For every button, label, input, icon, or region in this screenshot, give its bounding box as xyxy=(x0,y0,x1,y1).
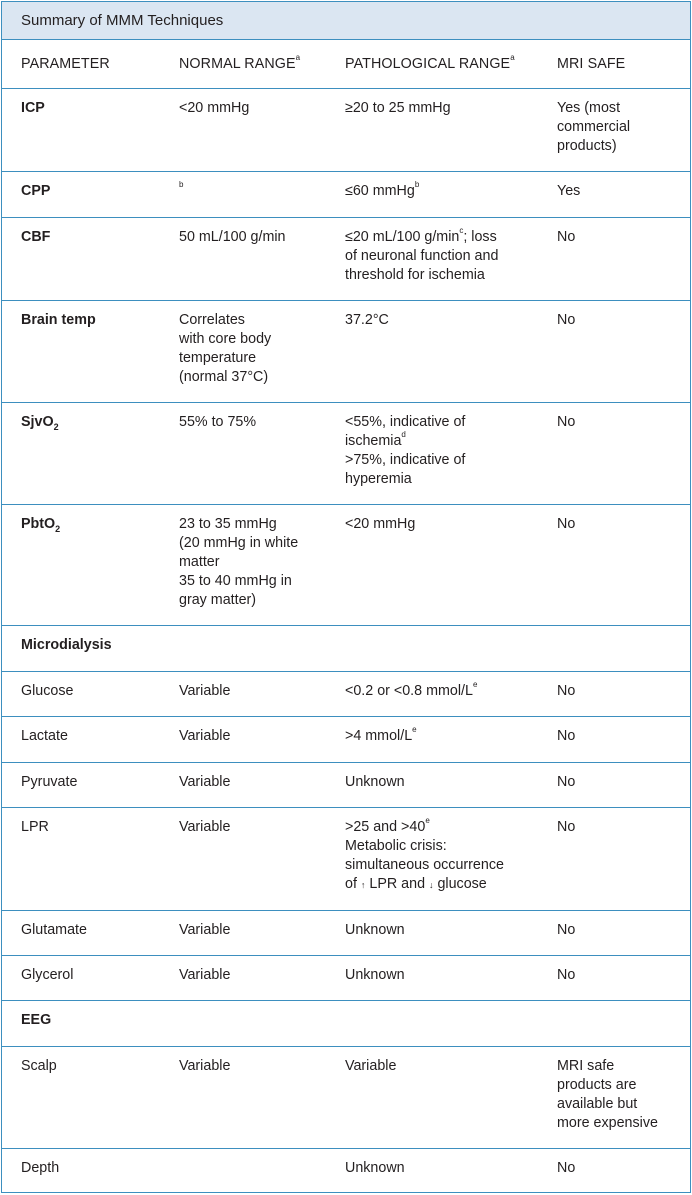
cell-normal-range: Variable xyxy=(179,728,231,744)
cell-mri-safe: No xyxy=(557,683,576,699)
cell-pathological-range: >4 mmol/Le xyxy=(345,725,417,744)
cell-mri-safe: No xyxy=(557,967,576,983)
cell-normal-range: 23 to 35 mmHg (20 mmHg in white matter 35 to 40 mmHg in gray matter) xyxy=(179,516,299,608)
cell-normal-range: 55% to 75% xyxy=(179,414,257,430)
section-title: Microdialysis xyxy=(21,637,112,653)
table-row-pyruvate xyxy=(2,763,690,808)
cell-normal-range: Variable xyxy=(179,1058,231,1074)
cell-parameter: CBF xyxy=(21,229,51,245)
cell-pathological-range: Variable xyxy=(345,1058,397,1074)
cell-parameter: Brain temp xyxy=(21,312,96,328)
cell-mri-safe: No xyxy=(557,922,576,938)
table-row-cpp xyxy=(2,172,690,218)
footnote-marker: a xyxy=(295,53,301,62)
cell-mri-safe: MRI safe products are available but more expensive xyxy=(557,1058,658,1131)
table-row-glutamate xyxy=(2,911,690,956)
arrow-up-icon: ↑ xyxy=(360,880,366,890)
cell-mri-safe: No xyxy=(557,819,576,835)
cell-normal-range: Correlates with core body temperature (normal 37°C) xyxy=(179,312,272,385)
section-row-microdialysis xyxy=(2,626,690,672)
cell-mri-safe: No xyxy=(557,774,576,790)
cell-parameter: LPR xyxy=(21,819,49,835)
table-row-glucose xyxy=(2,672,690,717)
cell-pathological-range: <20 mmHg xyxy=(345,516,416,532)
cell-parameter: CPP xyxy=(21,183,51,199)
footnote-marker: b xyxy=(179,180,184,189)
header-normal-range: NORMAL RANGE$^a$ xyxy=(179,53,301,72)
header-pathological-range: PATHOLOGICAL RANGE$^a$ xyxy=(345,53,515,72)
table-row-sjvo2 xyxy=(2,403,690,505)
cell-parameter: Pyruvate xyxy=(21,774,78,790)
cell-pathological-range: Unknown xyxy=(345,1160,405,1176)
footnote-marker: b xyxy=(414,180,420,189)
cell-normal-range: <20 mmHg xyxy=(179,100,250,116)
cell-normal-range: Variable xyxy=(179,774,231,790)
cell-pathological-range: Unknown xyxy=(345,967,405,983)
cell-normal-range: Variable xyxy=(179,683,231,699)
cell-pathological-range: >25 and $>40^e$ Metabolic crisis: simultaneous occurrence of ↑ LPR and ↓ glucose xyxy=(345,816,504,892)
cell-mri-safe: No xyxy=(557,1160,576,1176)
table-row-lactate xyxy=(2,717,690,763)
cell-normal-range: Variable xyxy=(179,967,231,983)
cell-mri-safe: No xyxy=(557,229,576,245)
cell-pathological-range: ≤20 mL/100 $g/\min^c$; loss of neuronal function and threshold for ischemia xyxy=(345,226,499,283)
table-row-brain-temp xyxy=(2,301,690,403)
table-row-glycerol xyxy=(2,956,690,1001)
footnote-marker: c xyxy=(459,226,464,235)
cell-mri-safe: No xyxy=(557,312,576,328)
cell-parameter: Glucose xyxy=(21,683,74,699)
cell-pathological-range: ≥20 to 25 mmHg xyxy=(345,100,451,116)
cell-normal-range: 50 mL/100 g/min xyxy=(179,229,286,245)
header-parameter: PARAMETER xyxy=(21,56,110,72)
mmm-summary-table xyxy=(1,1,691,1193)
footnote-marker: e xyxy=(412,725,417,734)
table-header-row xyxy=(2,41,690,89)
cell-parameter: Scalp xyxy=(21,1058,57,1074)
cell-parameter: SjvO$_2$ xyxy=(21,414,59,432)
cell-parameter: Glycerol xyxy=(21,967,74,983)
cell-normal-range: Variable xyxy=(179,922,231,938)
cell-normal-range: Variable xyxy=(179,819,231,835)
cell-mri-safe: Yes (most commercial products) xyxy=(557,100,631,154)
cell-pathological-range: ≤60 mmHg$^b$ xyxy=(345,180,420,199)
cell-pathological-range: Unknown xyxy=(345,774,405,790)
cell-parameter: PbtO$_2$ xyxy=(21,516,61,534)
footnote-marker: e xyxy=(425,816,430,825)
table-row-icp xyxy=(2,89,690,172)
cell-mri-safe: No xyxy=(557,728,576,744)
cell-pathological-range: <0.2 or <0.8 mmol/Le xyxy=(345,680,478,699)
cell-pathological-range: Unknown xyxy=(345,922,405,938)
table-row-pbto2 xyxy=(2,505,690,626)
cell-mri-safe: No xyxy=(557,414,576,430)
footnote-marker: a xyxy=(510,53,515,62)
footnote-marker: e xyxy=(472,680,478,689)
table-row-depth xyxy=(2,1149,690,1193)
section-row-eeg xyxy=(2,1001,690,1047)
table-row-lpr xyxy=(2,808,690,911)
table-title: Summary of MMM Techniques xyxy=(2,2,690,40)
header-mri-safe: MRI SAFE xyxy=(557,56,626,72)
arrow-down-icon: ↓ xyxy=(429,880,434,890)
cell-pathological-range: <55%, indicative of ischemia$^d$ >75%, indicative of hyperemia xyxy=(345,414,466,487)
cell-normal-range xyxy=(179,182,339,201)
cell-pathological-range: 37.2°C xyxy=(345,312,389,328)
cell-mri-safe: No xyxy=(557,516,576,532)
cell-parameter: Glutamate xyxy=(21,922,87,938)
footnote-marker: d xyxy=(401,430,406,439)
cell-parameter: Lactate xyxy=(21,728,68,744)
section-title: EEG xyxy=(21,1012,52,1028)
cell-parameter: ICP xyxy=(21,100,45,116)
cell-mri-safe: Yes xyxy=(557,183,581,199)
table-row-cbf xyxy=(2,218,690,301)
cell-parameter: Depth xyxy=(21,1160,60,1176)
table-row-scalp xyxy=(2,1047,690,1149)
